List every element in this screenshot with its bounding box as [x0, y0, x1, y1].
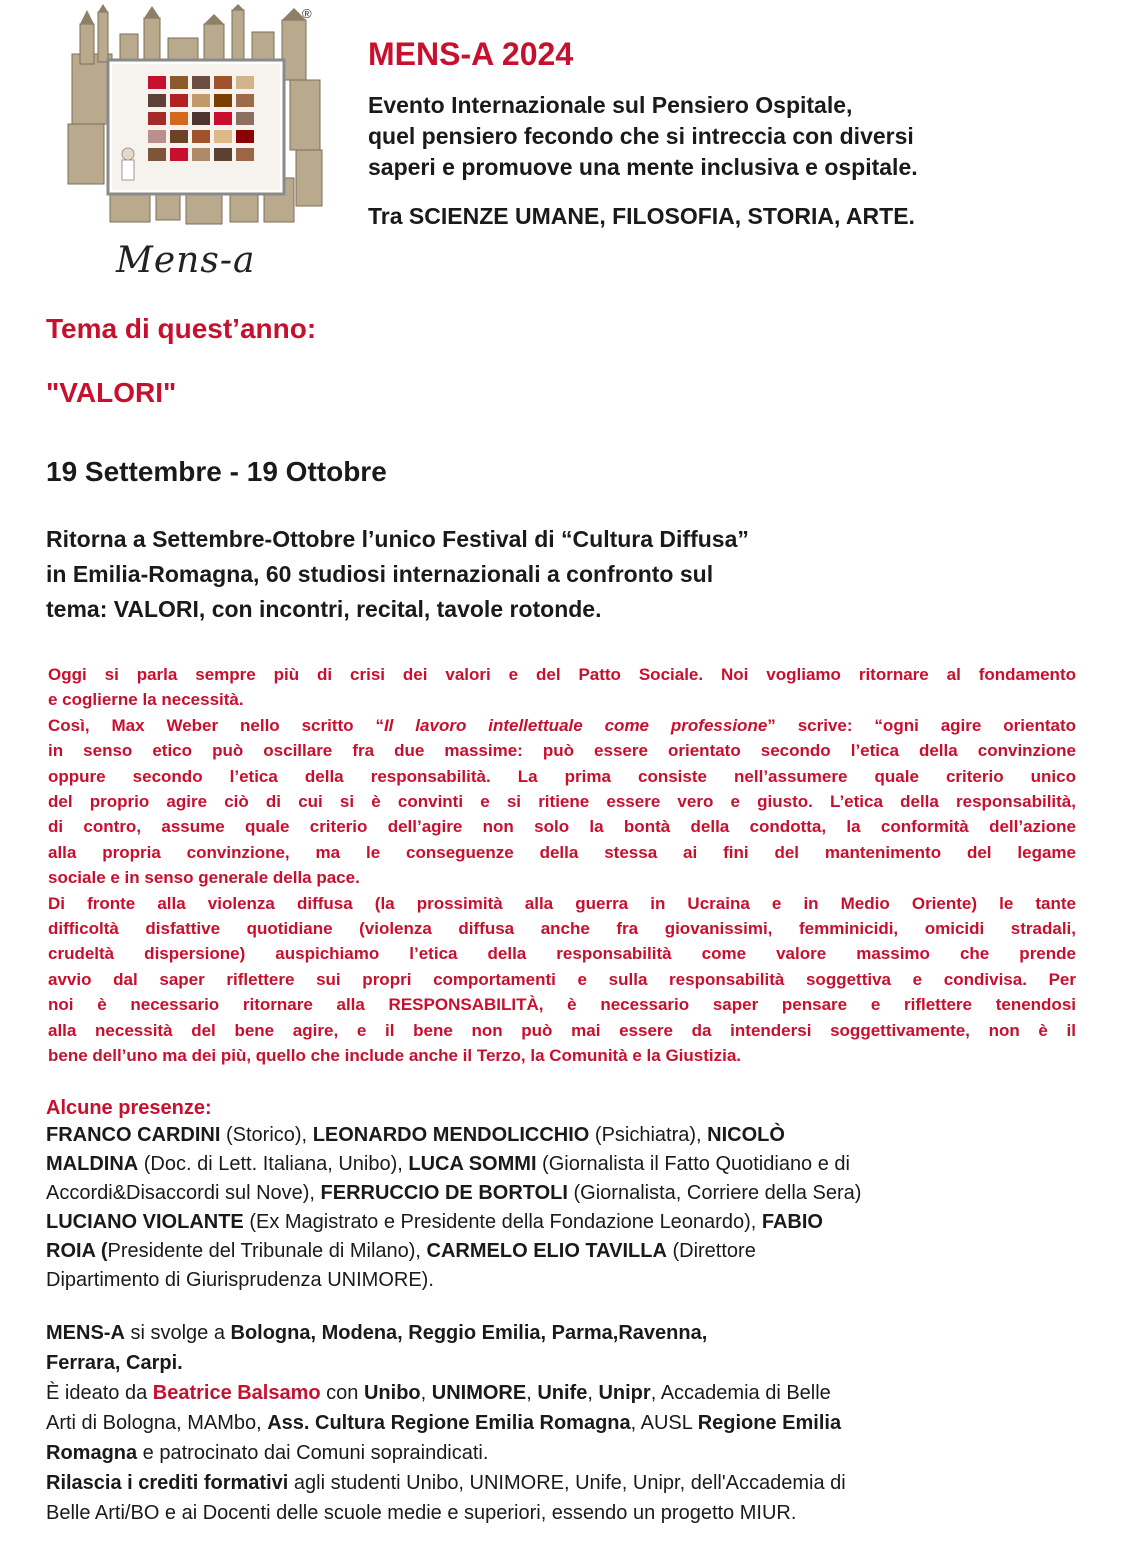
speaker-role: (Doc. di Lett. Italiana, Unibo), — [138, 1153, 409, 1175]
partner-text: , Accademia di Belle — [650, 1382, 831, 1404]
mensa-name: MENS-A — [46, 1322, 125, 1344]
speaker-role: (Ex Magistrato e Presidente della Fondazione Leonardo), — [243, 1211, 762, 1233]
separator: , — [587, 1382, 599, 1404]
speaker-name: FABIO — [761, 1211, 823, 1233]
credits-line — [46, 1468, 1106, 1498]
event-description — [368, 90, 1088, 183]
speaker-role: (Giornalista, Corriere della Sera) — [567, 1182, 862, 1204]
description-line: saperi e promuove una mente inclusiva e ospitale. — [368, 154, 918, 180]
speakers-line — [46, 1208, 1106, 1237]
speakers-line — [46, 1266, 1106, 1295]
speaker-name: ROIA ( — [46, 1240, 108, 1262]
partner-unibo: Unibo — [363, 1382, 421, 1404]
speaker-name: FERRUCCIO DE BORTOLI — [320, 1182, 568, 1204]
speakers-line — [46, 1179, 1106, 1208]
partner-unimore: UNIMORE — [431, 1382, 527, 1404]
speaker-name: NICOLÒ — [707, 1124, 785, 1146]
speaker-name: CARMELO ELIO TAVILLA — [426, 1240, 667, 1262]
intro-paragraph — [46, 522, 1006, 627]
credits-heading: Rilascia i crediti formativi — [46, 1472, 289, 1494]
body-line: alla necessità del bene agire, e il bene non può mai essere da intendersi soggettivamente, non è il — [48, 1020, 1076, 1040]
credits-line — [46, 1378, 1106, 1408]
mensa-logo — [64, 4, 326, 286]
body-line: bene dell’uno ma dei più, quello che include anche il Terzo, la Comunità e la Giustizia. — [48, 1046, 742, 1066]
theme-label: Tema di quest’anno: — [46, 313, 317, 344]
body-line: di contro, assume quale criterio dell’agire non solo la bontà della condotta, la conformità dell’azione — [48, 817, 1076, 837]
intro-line: Ritorna a Settembre-Ottobre l’unico Festival di “Cultura Diffusa” — [46, 526, 749, 552]
venues-line — [46, 1348, 1106, 1378]
partner-text: Arti di Bologna, MAMbo, — [46, 1412, 268, 1434]
credits-text: Belle Arti/BO e ai Docenti delle scuole medie e superiori, essendo un progetto MIUR. — [46, 1502, 797, 1524]
credits-line — [46, 1498, 1106, 1528]
speaker-role: Accordi&Disaccordi sul Nove), — [46, 1182, 321, 1204]
partner-text: , AUSL — [630, 1412, 698, 1434]
theme-value: "VALORI" — [46, 377, 177, 408]
weber-book-title: Il lavoro intellettuale come professione — [383, 715, 768, 735]
speaker-role: (Storico), — [220, 1124, 313, 1146]
partner-assessorato: Ass. Cultura Regione Emilia Romagna — [267, 1412, 631, 1434]
ideato-text: È ideato da — [46, 1382, 153, 1404]
separator: , — [526, 1382, 538, 1404]
con-text: con — [320, 1382, 364, 1404]
body-line: oppure secondo l’etica della responsabilità. La prima consiste nell’assumere quale criterio unico — [48, 766, 1076, 786]
intro-line: tema: VALORI, con incontri, recital, tavole rotonde. — [46, 596, 602, 622]
body-line: difficoltà disfattive quotidiane (violenza diffusa anche fra giovanissimi, femminicidi, omicidi stradali, — [48, 919, 1076, 939]
speaker-role: (Direttore — [666, 1240, 756, 1262]
registered-mark: ® — [302, 6, 312, 21]
patronage-text: e patrocinato dai Comuni sopraindicati. — [137, 1442, 489, 1464]
logo-text: Mens-a — [116, 240, 256, 281]
cities: Ferrara, Carpi. — [46, 1352, 183, 1374]
description-line: quel pensiero fecondo che si intreccia con diversi — [368, 123, 914, 149]
speaker-role: Presidente del Tribunale di Milano), — [107, 1240, 427, 1262]
body-line-weber — [48, 713, 1076, 738]
body-line: alla propria convinzione, ma le conseguenze della stessa ai fini del mantenimento del legame — [48, 842, 1076, 862]
credits-line — [46, 1408, 1106, 1438]
speaker-name: LUCIANO VIOLANTE — [46, 1211, 244, 1233]
body-line: Oggi si parla sempre più di crisi dei valori e del Patto Sociale. Noi vogliamo ritornare al fondamento — [48, 665, 1076, 684]
credits-text: agli studenti Unibo, UNIMORE, Unife, Unipr, dell'Accademia di — [288, 1472, 846, 1494]
intro-line: in Emilia-Romagna, 60 studiosi internazionali a confronto sul — [46, 561, 714, 587]
body-line: in senso etico può oscillare fra due massime: può essere orientato secondo l’etica della convinzione — [48, 741, 1076, 761]
venues-line — [46, 1318, 1106, 1348]
speakers-line — [46, 1150, 1106, 1179]
body-line: del proprio agire ciò di cui si è convinti e si ritiene essere vero e giusto. L’etica della responsabilità, — [48, 792, 1076, 812]
speakers-heading: Alcune presenze: — [46, 1097, 212, 1119]
disciplines-line: Tra SCIENZE UMANE, FILOSOFIA, STORIA, ARTE. — [368, 203, 915, 229]
credits-line — [46, 1438, 1106, 1468]
body-line: Di fronte alla violenza diffusa (la prossimità alla guerra in Ucraina e in Medio Oriente) le tante — [48, 893, 1076, 913]
speaker-name: LUCA SOMMI — [408, 1153, 537, 1175]
speakers-list — [46, 1121, 1106, 1295]
description-line: Evento Internazionale sul Pensiero Ospitale, — [368, 92, 853, 118]
speaker-name: LEONARDO MENDOLICCHIO — [312, 1124, 590, 1146]
manifesto-text — [48, 662, 1076, 1069]
partner-regione: Regione Emilia — [697, 1412, 842, 1434]
body-line: crudeltà dispersione) auspichiamo l’etica della responsabilità come valore massimo che prende — [48, 944, 1076, 964]
body-line: e coglierne la necessità. — [48, 690, 244, 710]
creator-name: Beatrice Balsamo — [152, 1382, 321, 1404]
speaker-name: FRANCO CARDINI — [46, 1124, 221, 1146]
weber-post: ” scrive: “ogni agire orientato — [767, 715, 1076, 735]
body-line: noi è necessario ritornare alla RESPONSABILITÀ, è necessario saper pensare e riflettere tenendosi — [48, 995, 1076, 1015]
speakers-line — [46, 1237, 1106, 1266]
body-line: avvio dal saper riflettere sui propri comportamenti e sulla responsabilità soggettiva e condivisa. Per — [48, 969, 1076, 989]
speaker-role: (Psichiatra), — [589, 1124, 708, 1146]
event-dates: 19 Settembre - 19 Ottobre — [46, 456, 387, 487]
partner-unipr: Unipr — [598, 1382, 651, 1404]
city-books-illustration — [64, 4, 326, 234]
separator: , — [420, 1382, 432, 1404]
partner-unife: Unife — [537, 1382, 588, 1404]
partner-regione-cont: Romagna — [46, 1442, 138, 1464]
weber-pre: Così, Max Weber nello scritto “ — [48, 715, 384, 735]
venues-and-credits — [46, 1318, 1106, 1528]
body-line: sociale e in senso generale della pace. — [48, 868, 360, 888]
venues-text: si svolge a — [124, 1322, 231, 1344]
speakers-line — [46, 1121, 1106, 1150]
speaker-name: MALDINA — [46, 1153, 139, 1175]
speaker-role: Dipartimento di Giurisprudenza UNIMORE). — [46, 1269, 434, 1291]
event-title: MENS-A 2024 — [368, 36, 574, 72]
speaker-role: (Giornalista il Fatto Quotidiano e di — [536, 1153, 850, 1175]
cities: Bologna, Modena, Reggio Emilia, Parma,Ravenna, — [230, 1322, 708, 1344]
